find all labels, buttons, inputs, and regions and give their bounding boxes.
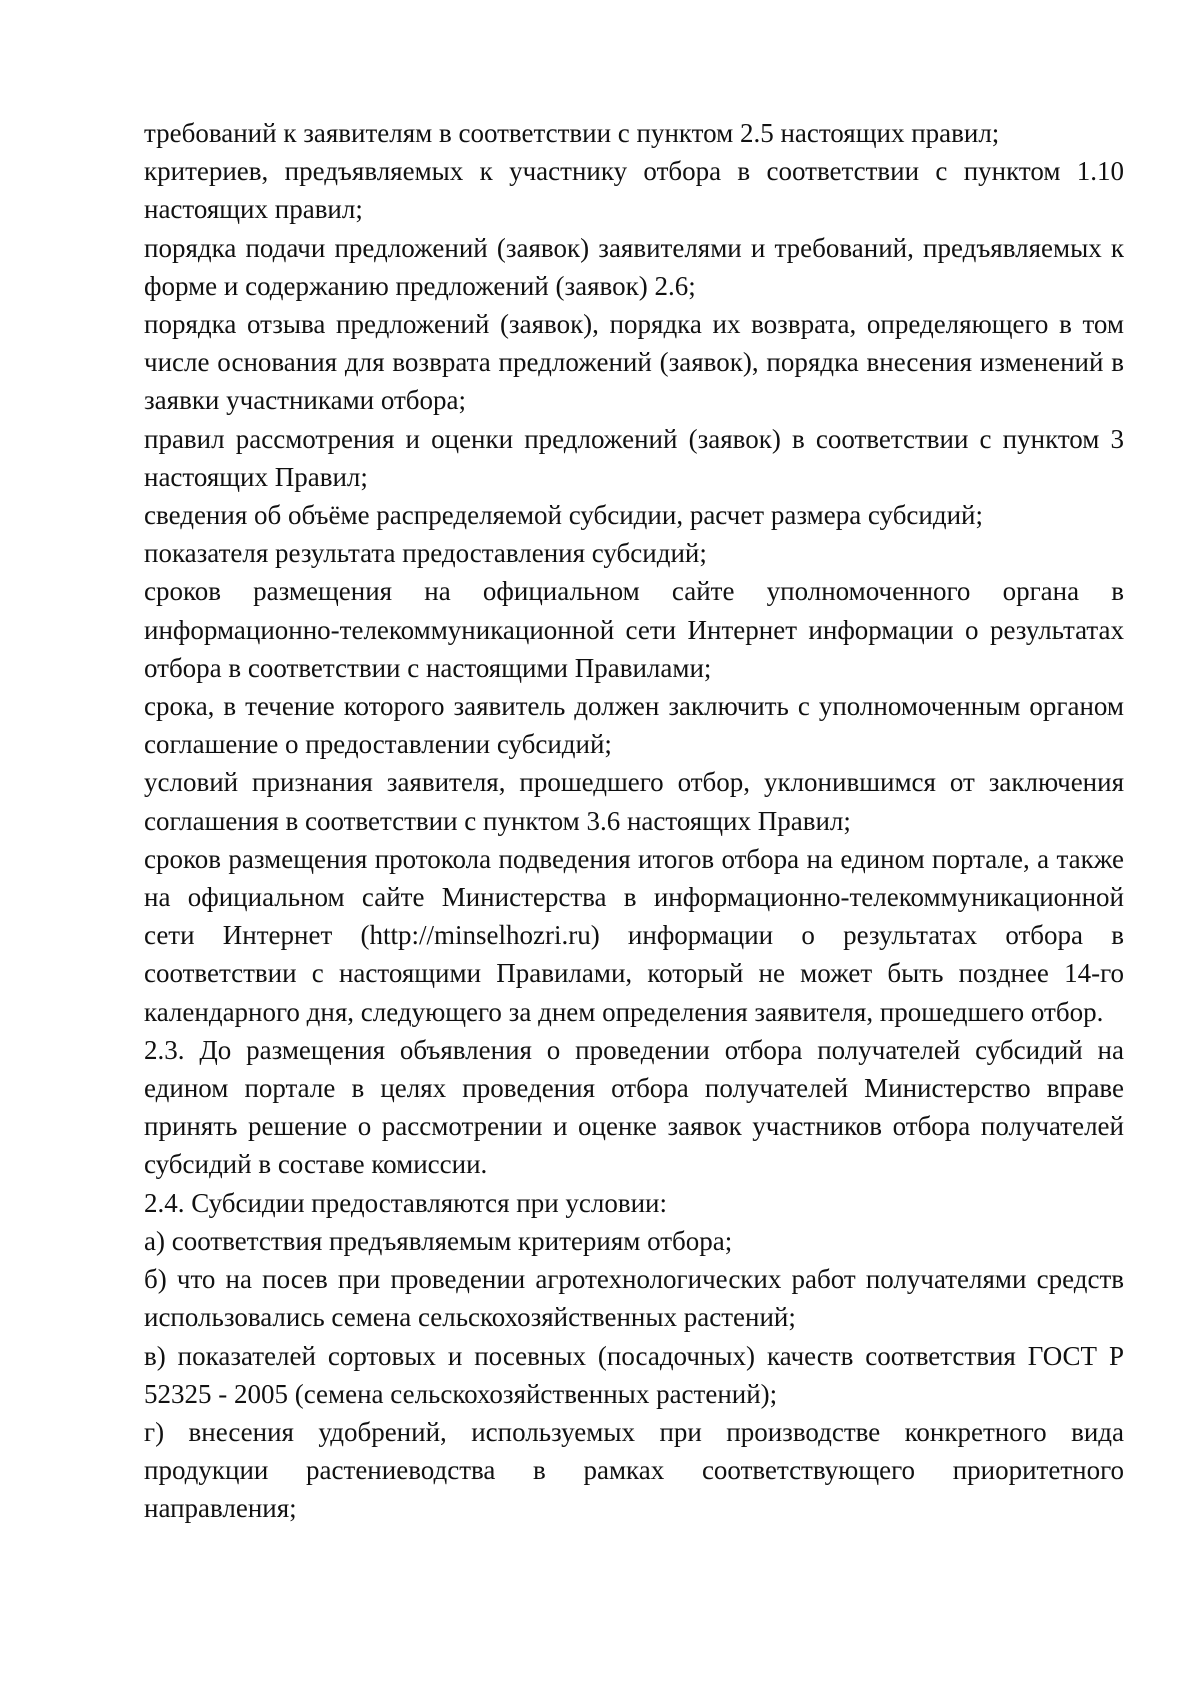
paragraph-protocol-publication: сроков размещения протокола подведения итогов отбора на едином портале, а также на официальном сайте Министерства в информационно-телекоммуникационной сети Интернет (http://minselhozri.ru) информации о результатах отбора в соответствии с настоящими Правилами, который не может быть позднее 14-го календарного дня, следующего за днем определения заявителя, прошедшего отбор.	[144, 843, 1124, 1027]
paragraph-agreement-deadline: срока, в течение которого заявитель должен заключить с уполномоченным органом соглашение о предоставлении субсидий;	[144, 691, 1124, 760]
paragraph-section-2-4: 2.4. Субсидии предоставляются при условии:	[144, 1187, 668, 1218]
paragraph-condition-d: г) внесения удобрений, используемых при производстве конкретного вида продукции растениеводства в рамках соответствующего приоритетного направления;	[144, 1416, 1124, 1524]
paragraph-condition-c: в) показателей сортовых и посевных (посадочных) качеств соответствия ГОСТ Р 52325 - 2005 (семена сельскохозяйственных растений);	[144, 1340, 1124, 1409]
paragraph-condition-b: б) что на посев при проведении агротехнологических работ получателями средств использовались семена сельскохозяйственных растений;	[144, 1264, 1124, 1333]
paragraph-review-rules: правил рассмотрения и оценки предложений (заявок) в соответствии с пунктом 3 настоящих Правил;	[144, 423, 1124, 492]
paragraph-applicant-requirements: требований к заявителям в соответствии с пунктом 2.5 настоящих правил;	[144, 118, 1000, 148]
document-page	[144, 114, 1124, 1528]
paragraph-withdrawal-procedure: порядка отзыва предложений (заявок), порядка их возврата, определяющего в том числе основания для возврата предложений (заявок), порядка внесения изменений в заявки участниками отбора;	[144, 309, 1124, 416]
paragraph-participant-criteria: критериев, предъявляемых к участнику отбора в соответствии с пунктом 1.10 настоящих правил;	[144, 156, 1124, 225]
paragraph-subsidy-volume: сведения об объёме распределяемой субсидии, расчет размера субсидий;	[144, 500, 984, 531]
paragraph-submission-procedure: порядка подачи предложений (заявок) заявителями и требований, предъявляемых к форме и содержанию предложений (заявок) 2.6;	[144, 232, 1124, 301]
paragraph-section-2-3: 2.3. До размещения объявления о проведении отбора получателей субсидий на едином портале в целях проведения отбора получателей Министерство вправе принять решение о рассмотрении и оценке заявок участников отбора получателей субсидий в составе комиссии.	[144, 1034, 1124, 1180]
paragraph-evasion-conditions: условий признания заявителя, прошедшего отбор, уклонившимся от заключения соглашения в соответствии с пунктом 3.6 настоящих Правил;	[144, 767, 1124, 836]
paragraph-condition-a: а) соответствия предъявляемым критериям отбора;	[144, 1225, 733, 1256]
paragraph-publication-terms: сроков размещения на официальном сайте уполномоченного органа в информационно-телекоммуникационной сети Интернет информации о результатах отбора в соответствии с настоящими Правилами;	[144, 576, 1124, 683]
paragraph-result-indicator: показателя результата предоставления субсидий;	[144, 538, 707, 569]
